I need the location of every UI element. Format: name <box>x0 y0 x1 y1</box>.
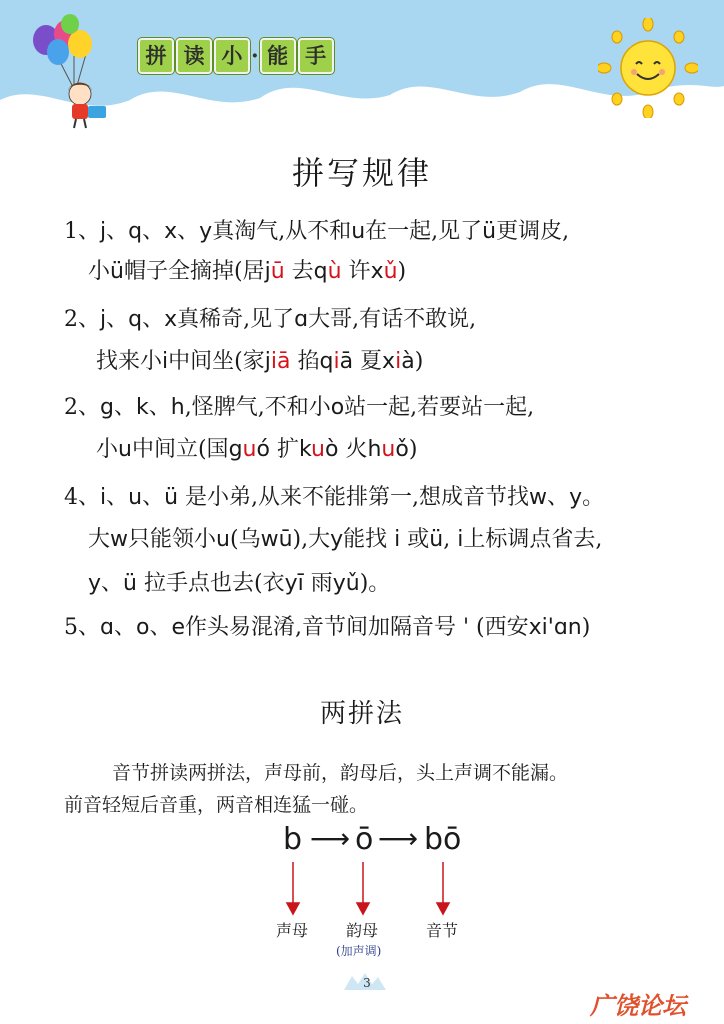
rule-text: 真稀奇,见了 <box>177 307 295 332</box>
rule-text: 更调皮, <box>496 219 570 244</box>
initial-letter: b <box>283 822 303 857</box>
rule-text: 大哥,有话不敢说, <box>308 307 477 332</box>
paragraph-line: 音节拼读两拼法，声母前，韵母后，头上声调不能漏。 <box>112 762 569 784</box>
rule-text: 中间立(国 <box>131 437 229 462</box>
rule-text: ) <box>414 349 424 374</box>
pinyin: q <box>128 219 143 244</box>
pinyin: y <box>88 571 102 596</box>
pinyin: g <box>228 437 243 462</box>
highlighted-pinyin: i <box>333 349 340 374</box>
label-final: 韵母 <box>346 921 379 940</box>
label-syllable: 音节 <box>426 921 459 940</box>
badge-char: 能 <box>260 38 296 74</box>
pinyin: u <box>118 437 132 462</box>
badge-char: 拼 <box>138 38 174 74</box>
pinyin: g <box>100 395 114 420</box>
rule-text: 或 <box>400 527 430 552</box>
pinyin: y <box>569 485 583 510</box>
rule-text: 扩 <box>269 437 299 462</box>
highlighted-pinyin: u <box>381 437 396 462</box>
pinyin: j <box>264 349 271 374</box>
pinyin: k <box>135 395 149 420</box>
highlighted-pinyin: ù <box>327 259 342 284</box>
rule-text: (乌 <box>229 527 261 552</box>
rule-text: 2、 <box>64 307 100 332</box>
pinyin: à <box>401 349 415 374</box>
pinyin: h <box>367 437 382 462</box>
pinyin: e <box>171 615 186 640</box>
rule-text: 、 <box>142 307 165 332</box>
highlighted-pinyin: ǔ <box>383 259 398 284</box>
pinyin: ɑ <box>100 615 114 640</box>
rule-text: 作头易混淆,音节间加隔音号 ' (西安 <box>185 615 529 640</box>
pinyin: x <box>370 259 384 284</box>
rule-text: 、 <box>101 571 124 596</box>
rule-text: 、 <box>177 219 200 244</box>
rule-text: 找来小 <box>96 349 163 374</box>
pinyin: q <box>313 259 328 284</box>
pinyin: ó <box>256 437 270 462</box>
rule-text: , <box>443 527 458 552</box>
rule-text: 站一起,若要站一起, <box>344 395 535 420</box>
label-initial: 声母 <box>276 921 309 940</box>
rule-text: 、 <box>106 485 129 510</box>
rule-text: 、 <box>113 615 136 640</box>
pinyin: ü <box>482 219 497 244</box>
pinyin: u <box>216 527 230 552</box>
pinyin: i <box>394 527 401 552</box>
pinyin: ā <box>339 349 354 374</box>
pinyin: q <box>128 307 143 332</box>
pinyin: wū <box>260 527 293 552</box>
section-title-two-part-spelling: 两拼法 <box>319 699 404 729</box>
pinyin: j <box>264 259 271 284</box>
rule-text: 、 <box>547 485 570 510</box>
rule-text: 雨 <box>303 571 333 596</box>
rule-text: 火 <box>338 437 368 462</box>
badge-dot: · <box>251 43 259 69</box>
pinyin: ǒ <box>395 437 409 462</box>
watermark-text: 广饶论坛 <box>590 992 686 1020</box>
pinyin: i <box>100 485 107 510</box>
page-number: 3 <box>363 976 371 990</box>
section-title-spelling-rules: 拼写规律 <box>291 154 432 192</box>
badge-char: 小 <box>214 38 250 74</box>
highlighted-pinyin: ā <box>276 349 291 374</box>
pinyin: ò <box>324 437 339 462</box>
highlighted-pinyin: u <box>242 437 257 462</box>
rule-text: )。 <box>359 571 391 596</box>
rule-text: 、 <box>148 395 171 420</box>
rule-text: 在一起,见了 <box>365 219 483 244</box>
syllable-result: bō <box>424 822 462 857</box>
rule-text: 夏 <box>353 349 383 374</box>
rule-text: 、 <box>106 219 129 244</box>
rule-text: 只能领小 <box>128 527 217 552</box>
rule-text: ) <box>408 437 418 462</box>
pinyin: w <box>529 485 548 510</box>
rule-text: 上标调点省去, <box>463 527 603 552</box>
rule-text: 、 <box>142 219 165 244</box>
pinyin: x <box>164 219 178 244</box>
pinyin: ü <box>123 571 137 596</box>
pinyin: ü <box>164 485 179 510</box>
rule-text: ) <box>397 259 407 284</box>
rule-text: 、 <box>142 485 165 510</box>
pinyin: x <box>382 349 396 374</box>
final-letter: ō <box>355 822 374 857</box>
pinyin: o <box>330 395 345 420</box>
highlighted-pinyin: u <box>311 437 325 462</box>
paragraph-line: 前音轻短后音重，两音相连猛一碰。 <box>64 794 369 816</box>
pinyin: y <box>199 219 213 244</box>
rule-text: 5、 <box>64 615 100 640</box>
highlighted-pinyin: i <box>395 349 402 374</box>
rule-text: ) <box>581 615 591 640</box>
pinyin: yǔ <box>332 571 360 596</box>
rule-text: 、 <box>113 395 136 420</box>
highlighted-pinyin: i <box>270 349 277 374</box>
arrow-icon: ⟶ <box>378 822 419 855</box>
badge-char: 手 <box>298 38 334 74</box>
rule-text: 、 <box>106 307 129 332</box>
pinyin: j <box>100 219 107 244</box>
rule-text: 是小弟,从来不能排第一,想成音节找 <box>178 485 530 510</box>
pinyin: k <box>298 437 312 462</box>
rule-text: 4、 <box>64 485 100 510</box>
label-final-note: (加声调) <box>336 944 382 958</box>
pinyin: j <box>100 307 107 332</box>
highlighted-pinyin: ū <box>270 259 285 284</box>
badge-char: 读 <box>176 38 212 74</box>
pinyin: xi'ɑn <box>528 615 582 640</box>
watermark-logo <box>590 986 686 1021</box>
pinyin: x <box>164 307 178 332</box>
rule-text: 去 <box>284 259 314 284</box>
rule-text: 小 <box>96 437 119 462</box>
rule-text: 拉手点也去(衣 <box>137 571 285 596</box>
rule-text: ),大 <box>292 527 331 552</box>
rule-text: 帽子全摘掉(居 <box>123 259 265 284</box>
pinyin: h <box>170 395 185 420</box>
rule-text: 、 <box>149 615 172 640</box>
pinyin: ɑ <box>294 307 309 332</box>
rule-text: 小 <box>88 259 111 284</box>
rule-text: ,怪脾气,不和小 <box>184 395 331 420</box>
pinyin: ü <box>110 259 124 284</box>
rule-text: 。 <box>582 485 605 510</box>
pinyin: y <box>330 527 344 552</box>
pinyin: o <box>135 615 150 640</box>
pinyin: u <box>351 219 366 244</box>
rule-text: 中间坐(家 <box>168 349 265 374</box>
rule-text: 许 <box>341 259 371 284</box>
pinyin: yī <box>284 571 304 596</box>
rule-text: 掐 <box>290 349 320 374</box>
arrow-icon: ⟶ <box>310 822 351 855</box>
rule-text: 1、 <box>64 219 100 244</box>
pinyin: i <box>162 349 169 374</box>
rule-text: 能找 <box>343 527 395 552</box>
pinyin: u <box>128 485 143 510</box>
rule-text: 2、 <box>64 395 100 420</box>
rule-text: 大 <box>88 527 111 552</box>
pinyin: q <box>319 349 334 374</box>
rule-text: 真淘气,从不和 <box>212 219 352 244</box>
pinyin: i <box>457 527 464 552</box>
pinyin: ü <box>429 527 444 552</box>
pinyin: w <box>110 527 129 552</box>
